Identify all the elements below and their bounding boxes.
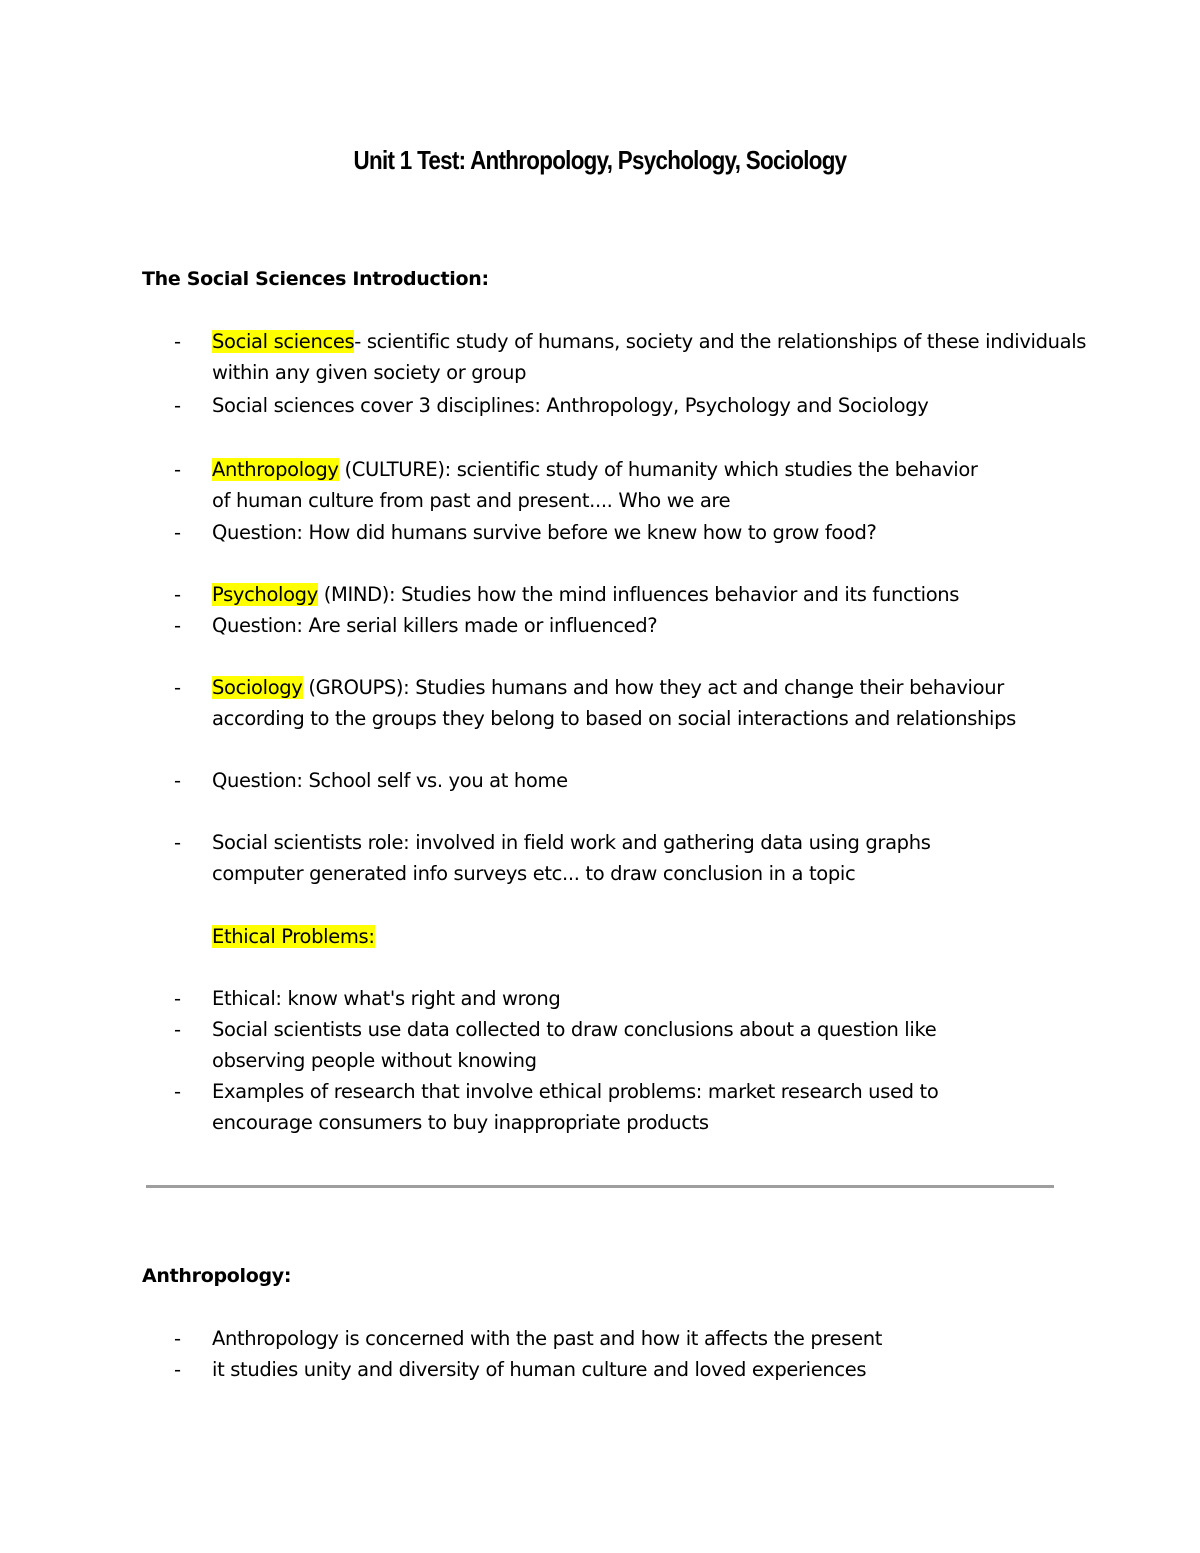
list-item	[212, 765, 1092, 796]
list-item	[212, 1014, 1032, 1076]
list-item	[212, 983, 1092, 1014]
highlighted-term: Sociology	[212, 676, 303, 699]
item-text: Social sciences cover 3 disciplines: Anthropology, Psychology and Sociology	[212, 394, 929, 417]
item-text: Examples of research that involve ethical problems: market research used to encourage consumers to buy inappropriate products	[212, 1080, 939, 1134]
list-item	[212, 1323, 1092, 1354]
highlighted-term: Social sciences	[212, 330, 355, 353]
bullet-dash: -	[174, 676, 182, 699]
list-item	[212, 610, 1092, 641]
item-text: (CULTURE): scientific study of humanity which studies the behavior of human culture from past and present.... Who we are	[212, 458, 978, 512]
bullet-dash: -	[174, 1080, 182, 1103]
list-item	[212, 827, 1022, 889]
bullet-dash: -	[174, 583, 182, 606]
list-item	[212, 672, 1042, 734]
item-text: - scientific study of humans, society and the relationships of these individuals within any given society or group	[212, 330, 1087, 384]
highlighted-term: Psychology	[212, 583, 318, 606]
list-item	[212, 326, 1092, 388]
highlighted-term: Anthropology	[212, 458, 339, 481]
horizontal-divider	[146, 1185, 1054, 1188]
bullet-dash: -	[174, 831, 182, 854]
page-title: Unit 1 Test: Anthropology, Psychology, Sociology	[353, 145, 847, 175]
bullet-dash: -	[174, 614, 182, 637]
list-item	[212, 1354, 1092, 1385]
bullet-dash: -	[174, 521, 182, 544]
bullet-dash: -	[174, 330, 182, 353]
ethical-problems-heading	[212, 921, 375, 952]
bullet-dash: -	[174, 394, 182, 417]
list-item	[212, 454, 982, 516]
item-text: Anthropology is concerned with the past and how it affects the present	[212, 1327, 883, 1350]
list-item	[212, 517, 1092, 548]
item-text: Social scientists use data collected to draw conclusions about a question like observing people without knowing	[212, 1018, 937, 1072]
bullet-dash: -	[174, 769, 182, 792]
bullet-dash: -	[174, 1358, 182, 1381]
bullet-dash: -	[174, 1327, 182, 1350]
bullet-dash: -	[174, 987, 182, 1010]
list-item	[212, 1076, 1032, 1138]
section-heading-intro: The Social Sciences Introduction:	[142, 268, 489, 290]
bullet-dash: -	[174, 1018, 182, 1041]
item-text: Question: How did humans survive before we knew how to grow food?	[212, 521, 877, 544]
item-text: it studies unity and diversity of human culture and loved experiences	[212, 1358, 867, 1381]
item-text: Question: Are serial killers made or influenced?	[212, 614, 658, 637]
item-text: (MIND): Studies how the mind influences behavior and its functions	[317, 583, 960, 606]
item-text: (GROUPS): Studies humans and how they act and change their behaviour according to the groups they belong to based on social interactions and relationships	[212, 676, 1016, 730]
list-item	[212, 390, 1092, 421]
bullet-dash: -	[174, 458, 182, 481]
section-heading-anthropology: Anthropology:	[142, 1265, 292, 1287]
item-text: Ethical: know what's right and wrong	[212, 987, 561, 1010]
item-text: Question: School self vs. you at home	[212, 769, 568, 792]
list-item	[212, 579, 1092, 610]
highlighted-term: Ethical Problems:	[212, 925, 375, 948]
item-text: Social scientists role: involved in field work and gathering data using graphs computer generated info surveys etc... to draw conclusion in a topic	[212, 831, 931, 885]
